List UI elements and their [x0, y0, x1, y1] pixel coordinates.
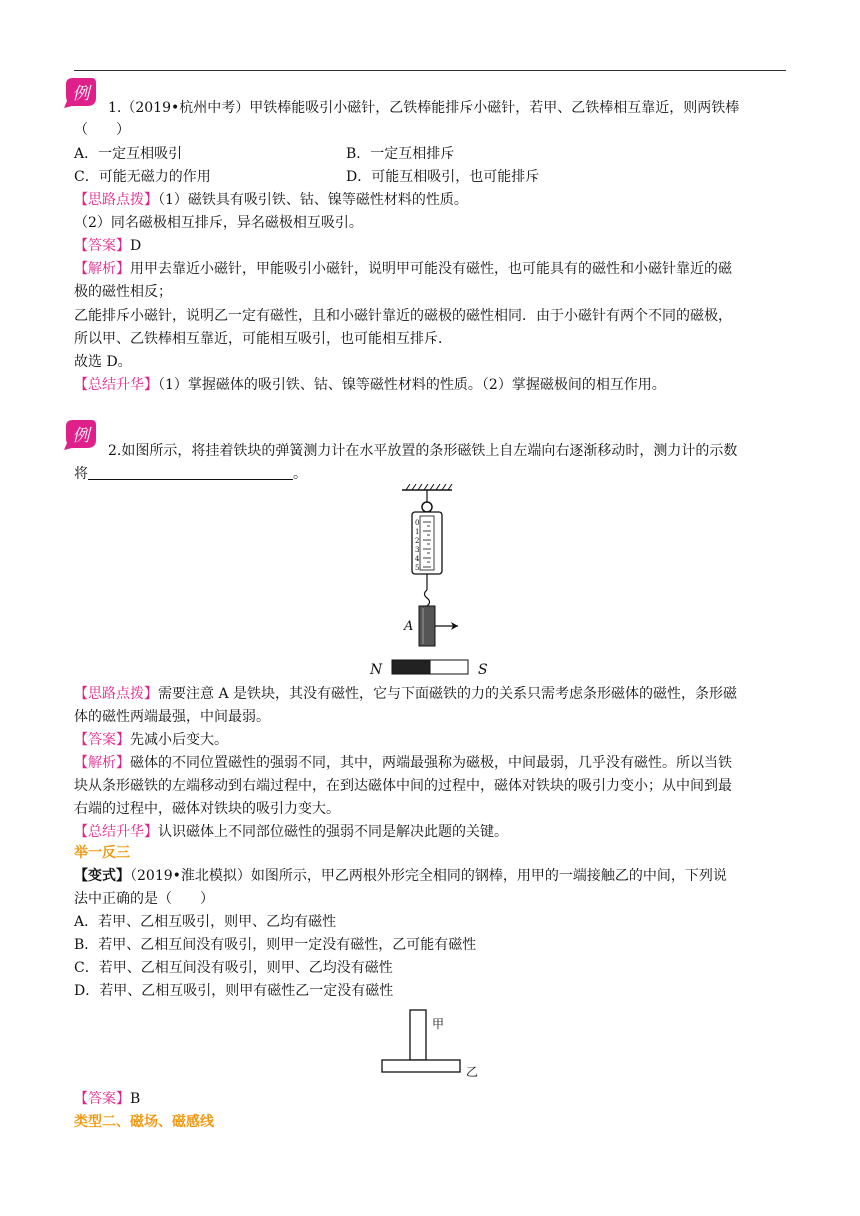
ex2-question-prefix: 将	[74, 466, 88, 482]
variant-answer	[74, 1089, 140, 1109]
ex1-question-line1: 1.（2019•杭州中考）甲铁棒能吸引小磁针，乙铁棒能排斥小磁针，若甲、乙铁棒相互靠近，则两铁棒	[108, 100, 740, 116]
answer-tag: 【答案】	[74, 1091, 130, 1107]
badge-char: 例	[72, 426, 90, 446]
scale-tick-label: 4	[415, 555, 420, 563]
hint-text: 需要注意 A 是铁块，其没有磁性，它与下面磁铁的力的关系只需考虑条形磁体的磁性，条形磁	[158, 686, 738, 702]
summary-tag: 【总结升华】	[74, 377, 158, 393]
variant-option-d: D．若甲、乙相互吸引，则甲有磁性乙一定没有磁性	[74, 983, 394, 999]
ex2-question-line1: 2.如图所示，将挂着铁块的弹簧测力计在水平放置的条形磁铁上自左端向右逐渐移动时，测力计的示数	[108, 443, 738, 459]
ex1-hint-line2: （2）同名磁极相互排斥，异名磁极相互吸引。	[74, 215, 363, 231]
label-a: A	[404, 619, 414, 634]
hint-tag: 【思路点拨】	[74, 686, 158, 702]
spring-scale-figure	[390, 484, 500, 674]
ex2-summary	[74, 822, 508, 842]
badge-char: 例	[72, 84, 90, 104]
scale-tick-label: 3	[415, 546, 420, 554]
ex2-answer	[74, 730, 228, 750]
header-rule	[74, 70, 786, 71]
ex2-hint-line2: 体的磁性两端最强，中间最弱。	[74, 709, 270, 725]
ex1-option-a: A．一定互相吸引	[74, 146, 183, 162]
ex2-analysis-line1	[74, 753, 732, 773]
label-yi: 乙	[466, 1065, 479, 1079]
hint-tag: 【思路点拨】	[74, 192, 158, 208]
answer-tag: 【答案】	[74, 238, 130, 254]
variant-option-c: C．若甲、乙相互间没有吸引，则甲、乙均没有磁性	[74, 960, 393, 976]
example-badge-icon	[62, 78, 96, 108]
ex1-analysis-line3: 乙能排斥小磁针，说明乙一定有磁性，且和小磁针靠近的磁极的磁性相同．由于小磁针有两个不同的磁极，	[74, 308, 732, 324]
ex1-option-c: C．可能无磁力的作用	[74, 169, 211, 185]
answer-tag: 【答案】	[74, 732, 130, 748]
summary-text: （1）掌握磁体的吸引铁、钴、镍等磁性材料的性质。（2）掌握磁极间的相互作用。	[158, 377, 666, 393]
summary-text: 认识磁体上不同部位磁性的强弱不同是解决此题的关键。	[158, 824, 508, 840]
ex1-option-d: D．可能互相吸引，也可能排斥	[346, 169, 540, 185]
ex1-analysis-line5: 故选 D。	[74, 354, 132, 370]
section-type2-heading: 类型二、磁场、磁感线	[74, 1114, 214, 1130]
analysis-tag: 【解析】	[74, 261, 130, 277]
bar-magnet-figure	[368, 654, 498, 680]
ex1-hint-line1	[74, 190, 468, 210]
variant-question-text: （2019•淮北模拟）如图所示，甲乙两根外形完全相同的钢棒，用甲的一端接触乙的中间，下列说	[130, 868, 727, 884]
answer-text: B	[130, 1091, 141, 1107]
summary-tag: 【总结升华】	[74, 824, 158, 840]
answer-blank	[88, 465, 293, 480]
ex2-hint-line1	[74, 684, 737, 704]
scale-tick-label: 2	[415, 537, 420, 545]
variant-option-a: A．若甲、乙相互吸引，则甲、乙均有磁性	[74, 914, 337, 930]
label-jia: 甲	[432, 1017, 445, 1031]
ex1-summary	[74, 375, 666, 395]
answer-text: 先减小后变大。	[130, 732, 228, 748]
ex2-question-line2	[74, 464, 307, 484]
variant-tag: 【变式】	[74, 868, 130, 884]
variant-question-line2: 法中正确的是（ ）	[74, 891, 214, 907]
ex1-answer	[74, 236, 141, 256]
example-badge-icon	[62, 420, 96, 450]
scale-tick-label: 5	[415, 564, 420, 572]
analysis-text: 磁体的不同位置磁性的强弱不同，其中，两端最强称为磁极，中间最弱，几乎没有磁性。所以当铁	[130, 755, 732, 771]
ex2-question-suffix: 。	[293, 466, 307, 482]
ex1-analysis-line4: 所以甲、乙铁棒相互靠近，可能相互吸引，也可能相互排斥．	[74, 331, 452, 347]
ex2-analysis-line2: 块从条形磁铁的左端移动到右端过程中，在到达磁体中间的过程中，磁体对铁块的吸引力变小；从中间到最	[74, 778, 732, 794]
ex1-option-b: B．一定互相排斥	[346, 146, 455, 162]
answer-text: D	[130, 238, 142, 254]
variant-question-line1	[74, 866, 727, 886]
section-jyfs-heading: 举一反三	[74, 845, 130, 861]
steel-rods-figure	[380, 1008, 480, 1080]
hint-text: （1）磁铁具有吸引铁、钴、镍等磁性材料的性质。	[158, 192, 468, 208]
ex2-analysis-line3: 右端的过程中，磁体对铁块的吸引力变大。	[74, 801, 340, 817]
variant-option-b: B．若甲、乙相互间没有吸引，则甲一定没有磁性，乙可能有磁性	[74, 937, 477, 953]
label-n: N	[370, 662, 383, 678]
analysis-text: 用甲去靠近小磁针，甲能吸引小磁针，说明甲可能没有磁性，也可能具有的磁性和小磁针靠近的磁	[130, 261, 732, 277]
ex1-question-line2: （ ）	[74, 122, 130, 138]
label-s: S	[478, 662, 488, 678]
ex1-analysis-line2: 极的磁性相反；	[74, 284, 172, 300]
scale-tick-label: 1	[415, 528, 420, 536]
scale-tick-label: 0	[415, 519, 420, 527]
ex1-analysis-line1	[74, 259, 732, 279]
analysis-tag: 【解析】	[74, 755, 130, 771]
